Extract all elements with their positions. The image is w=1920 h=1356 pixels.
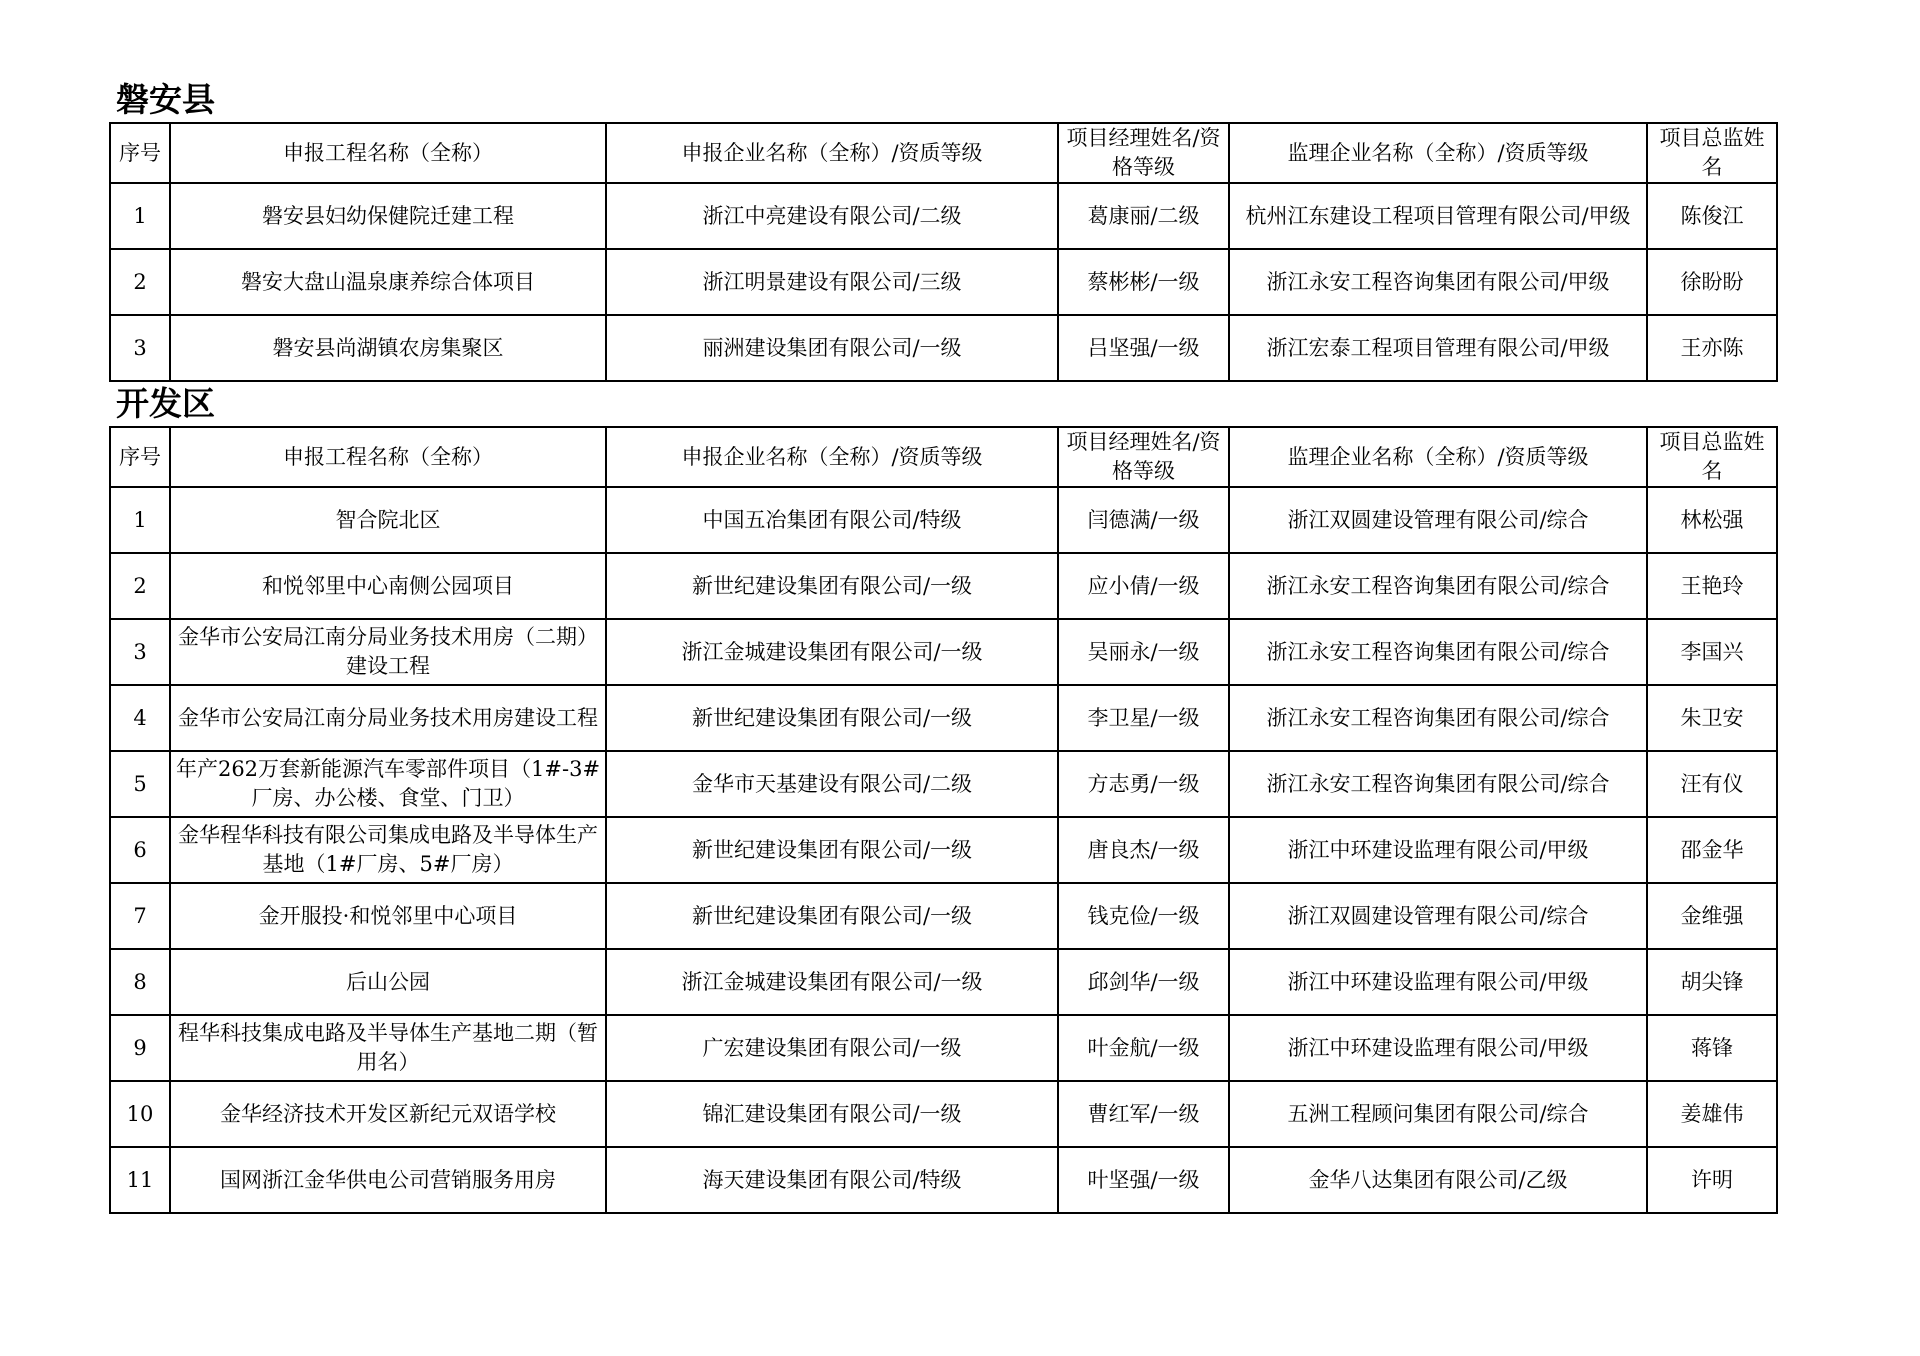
header-manager: 项目经理姓名/资格等级 (1058, 123, 1229, 183)
cell-company: 新世纪建设集团有限公司/一级 (606, 685, 1058, 751)
cell-no: 1 (110, 183, 170, 249)
cell-director: 邵金华 (1647, 817, 1777, 883)
cell-company: 浙江明景建设有限公司/三级 (606, 249, 1058, 315)
table-row (110, 1081, 1777, 1147)
cell-manager: 吴丽永/一级 (1058, 619, 1229, 685)
header-company: 申报企业名称（全称）/资质等级 (606, 123, 1058, 183)
cell-manager: 吕坚强/一级 (1058, 315, 1229, 381)
cell-no: 4 (110, 685, 170, 751)
table-header-row (110, 123, 1777, 183)
cell-supervisor: 五洲工程顾问集团有限公司/综合 (1229, 1081, 1647, 1147)
cell-no: 5 (110, 751, 170, 817)
cell-company: 浙江金城建设集团有限公司/一级 (606, 949, 1058, 1015)
cell-project: 金开服投·和悦邻里中心项目 (170, 883, 606, 949)
cell-project: 磐安县尚湖镇农房集聚区 (170, 315, 606, 381)
cell-company: 广宏建设集团有限公司/一级 (606, 1015, 1058, 1081)
cell-project: 国网浙江金华供电公司营销服务用房 (170, 1147, 606, 1213)
table-row (110, 883, 1777, 949)
cell-manager: 叶坚强/一级 (1058, 1147, 1229, 1213)
header-project: 申报工程名称（全称） (170, 123, 606, 183)
cell-no: 1 (110, 487, 170, 553)
cell-project: 智合院北区 (170, 487, 606, 553)
cell-supervisor: 浙江永安工程咨询集团有限公司/综合 (1229, 751, 1647, 817)
cell-no: 10 (110, 1081, 170, 1147)
table-row (110, 315, 1777, 381)
cell-no: 7 (110, 883, 170, 949)
cell-company: 海天建设集团有限公司/特级 (606, 1147, 1058, 1213)
cell-manager: 邱剑华/一级 (1058, 949, 1229, 1015)
cell-no: 2 (110, 553, 170, 619)
header-manager: 项目经理姓名/资格等级 (1058, 427, 1229, 487)
table-row (110, 183, 1777, 249)
table-row (110, 685, 1777, 751)
table-row (110, 1015, 1777, 1081)
cell-company: 新世纪建设集团有限公司/一级 (606, 817, 1058, 883)
table-row (110, 751, 1777, 817)
table-row (110, 249, 1777, 315)
table-row (110, 817, 1777, 883)
header-supervisor: 监理企业名称（全称）/资质等级 (1229, 427, 1647, 487)
cell-project: 和悦邻里中心南侧公园项目 (170, 553, 606, 619)
cell-manager: 李卫星/一级 (1058, 685, 1229, 751)
table-row (110, 487, 1777, 553)
cell-supervisor: 浙江永安工程咨询集团有限公司/综合 (1229, 685, 1647, 751)
cell-company: 浙江金城建设集团有限公司/一级 (606, 619, 1058, 685)
cell-supervisor: 浙江永安工程咨询集团有限公司/甲级 (1229, 249, 1647, 315)
cell-no: 8 (110, 949, 170, 1015)
panan-table (109, 122, 1778, 382)
cell-manager: 葛康丽/二级 (1058, 183, 1229, 249)
cell-project: 金华市公安局江南分局业务技术用房（二期）建设工程 (170, 619, 606, 685)
cell-manager: 闫德满/一级 (1058, 487, 1229, 553)
section-title-panan: 磐安县 (116, 80, 215, 119)
cell-director: 王艳玲 (1647, 553, 1777, 619)
cell-company: 中国五冶集团有限公司/特级 (606, 487, 1058, 553)
cell-no: 11 (110, 1147, 170, 1213)
header-director: 项目总监姓名 (1647, 123, 1777, 183)
section-title-kaifa: 开发区 (116, 384, 215, 423)
cell-director: 许明 (1647, 1147, 1777, 1213)
cell-director: 金维强 (1647, 883, 1777, 949)
header-director: 项目总监姓名 (1647, 427, 1777, 487)
cell-supervisor: 浙江双圆建设管理有限公司/综合 (1229, 883, 1647, 949)
cell-director: 蒋锋 (1647, 1015, 1777, 1081)
cell-director: 徐盼盼 (1647, 249, 1777, 315)
table-row (110, 949, 1777, 1015)
cell-supervisor: 浙江中环建设监理有限公司/甲级 (1229, 949, 1647, 1015)
cell-supervisor: 浙江永安工程咨询集团有限公司/综合 (1229, 619, 1647, 685)
cell-supervisor: 杭州江东建设工程项目管理有限公司/甲级 (1229, 183, 1647, 249)
cell-manager: 蔡彬彬/一级 (1058, 249, 1229, 315)
cell-no: 3 (110, 315, 170, 381)
cell-director: 汪有仪 (1647, 751, 1777, 817)
cell-project: 金华经济技术开发区新纪元双语学校 (170, 1081, 606, 1147)
cell-supervisor: 浙江中环建设监理有限公司/甲级 (1229, 1015, 1647, 1081)
cell-company: 新世纪建设集团有限公司/一级 (606, 553, 1058, 619)
kaifa-table (109, 426, 1778, 1214)
header-no: 序号 (110, 123, 170, 183)
cell-project: 磐安县妇幼保健院迁建工程 (170, 183, 606, 249)
cell-project: 后山公园 (170, 949, 606, 1015)
table-row (110, 619, 1777, 685)
cell-company: 金华市天基建设有限公司/二级 (606, 751, 1058, 817)
cell-director: 陈俊江 (1647, 183, 1777, 249)
cell-supervisor: 金华八达集团有限公司/乙级 (1229, 1147, 1647, 1213)
cell-no: 6 (110, 817, 170, 883)
cell-director: 胡尖锋 (1647, 949, 1777, 1015)
cell-director: 林松强 (1647, 487, 1777, 553)
cell-project: 磐安大盘山温泉康养综合体项目 (170, 249, 606, 315)
cell-director: 王亦陈 (1647, 315, 1777, 381)
header-project: 申报工程名称（全称） (170, 427, 606, 487)
cell-director: 姜雄伟 (1647, 1081, 1777, 1147)
cell-director: 李国兴 (1647, 619, 1777, 685)
cell-project: 年产262万套新能源汽车零部件项目（1#-3#厂房、办公楼、食堂、门卫） (170, 751, 606, 817)
cell-manager: 方志勇/一级 (1058, 751, 1229, 817)
cell-company: 浙江中亮建设有限公司/二级 (606, 183, 1058, 249)
cell-manager: 应小倩/一级 (1058, 553, 1229, 619)
cell-project: 金华市公安局江南分局业务技术用房建设工程 (170, 685, 606, 751)
cell-director: 朱卫安 (1647, 685, 1777, 751)
cell-supervisor: 浙江宏泰工程项目管理有限公司/甲级 (1229, 315, 1647, 381)
cell-supervisor: 浙江永安工程咨询集团有限公司/综合 (1229, 553, 1647, 619)
table-header-row (110, 427, 1777, 487)
table-row (110, 1147, 1777, 1213)
header-supervisor: 监理企业名称（全称）/资质等级 (1229, 123, 1647, 183)
cell-manager: 曹红军/一级 (1058, 1081, 1229, 1147)
cell-manager: 唐良杰/一级 (1058, 817, 1229, 883)
cell-supervisor: 浙江双圆建设管理有限公司/综合 (1229, 487, 1647, 553)
header-no: 序号 (110, 427, 170, 487)
cell-project: 金华程华科技有限公司集成电路及半导体生产基地（1#厂房、5#厂房） (170, 817, 606, 883)
cell-manager: 叶金航/一级 (1058, 1015, 1229, 1081)
cell-company: 锦汇建设集团有限公司/一级 (606, 1081, 1058, 1147)
cell-company: 新世纪建设集团有限公司/一级 (606, 883, 1058, 949)
cell-supervisor: 浙江中环建设监理有限公司/甲级 (1229, 817, 1647, 883)
cell-no: 2 (110, 249, 170, 315)
cell-no: 9 (110, 1015, 170, 1081)
cell-company: 丽洲建设集团有限公司/一级 (606, 315, 1058, 381)
cell-project: 程华科技集成电路及半导体生产基地二期（暂用名） (170, 1015, 606, 1081)
table-row (110, 553, 1777, 619)
cell-manager: 钱克俭/一级 (1058, 883, 1229, 949)
header-company: 申报企业名称（全称）/资质等级 (606, 427, 1058, 487)
cell-no: 3 (110, 619, 170, 685)
